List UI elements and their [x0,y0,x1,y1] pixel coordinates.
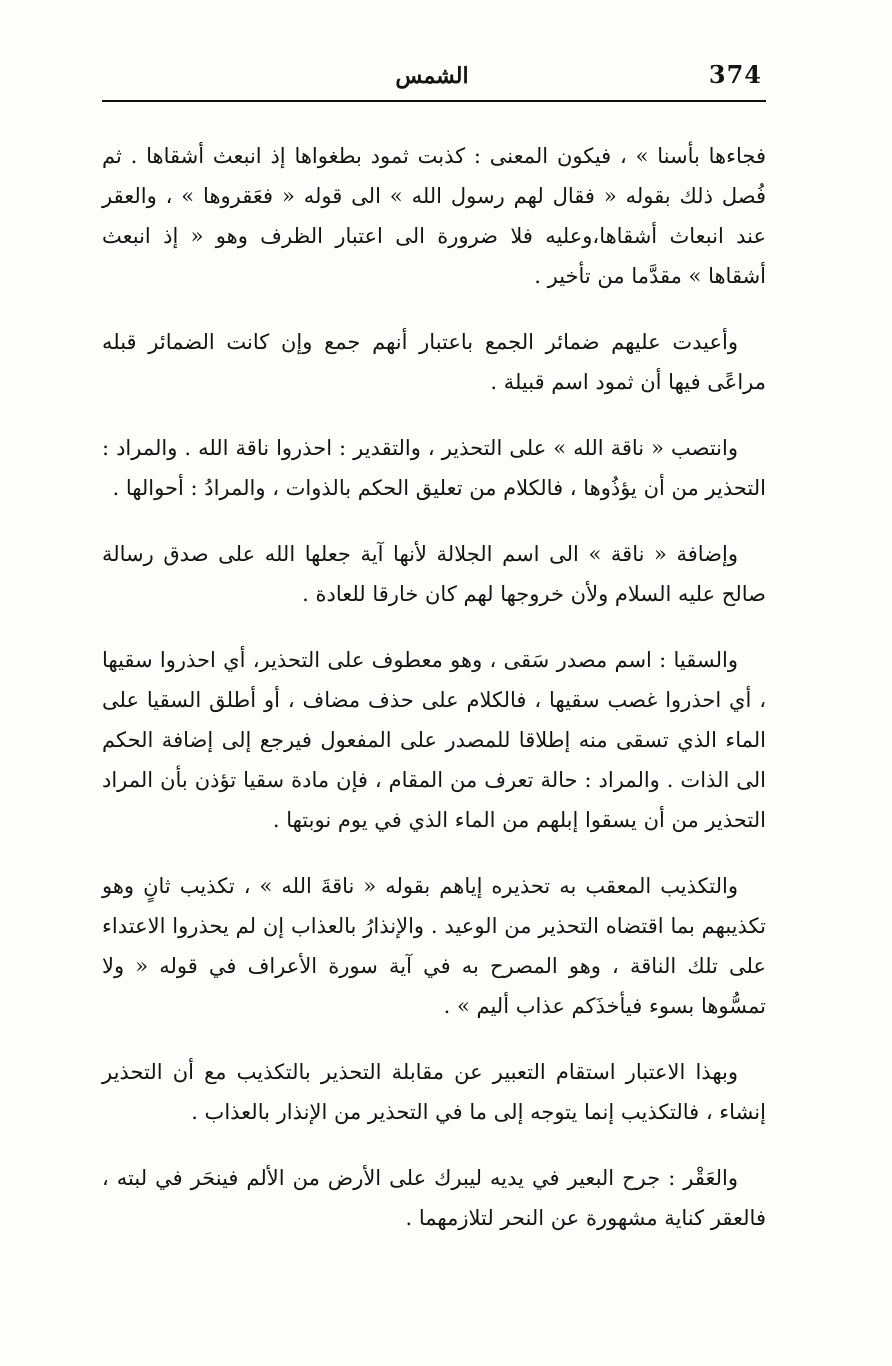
page-header [102,58,766,94]
paragraph: والعَقْر : جرح البعير في يديه ليبرك على الأرض من الألم فينحَر في لبته ، فالعقر كناية مشهورة عن النحر لتلازمهما . [102,1166,766,1230]
running-title: الشمس [395,63,469,89]
page-number: 374 [708,60,762,89]
paragraph: وأعيدت عليهم ضمائر الجمع باعتبار أنهم جمع وإن كانت الضمائر قبله مراعًى فيها أن ثمود اسم قبيلة . [102,330,766,394]
body-text [102,136,766,1264]
paragraph: وانتصب « ناقة الله » على التحذير ، والتقدير : احذروا ناقة الله . والمراد : التحذير من أن يؤذُوها ، فالكلام من تعليق الحكم بالذوات ، والمرادُ : أحوالها . [102,436,766,500]
paragraph: وبهذا الاعتبار استقام التعبير عن مقابلة التحذير بالتكذيب مع أن التحذير إنشاء ، فالتكذيب إنما يتوجه إلى ما في التحذير من الإنذار بالعذاب . [102,1060,766,1124]
paragraph: وإضافة « ناقة » الى اسم الجلالة لأنها آية جعلها الله على صدق رسالة صالح عليه السلام ولأن خروجها لهم كان خارقا للعادة . [102,542,766,606]
header-rule [102,100,766,102]
paragraph: والتكذيب المعقب به تحذيره إياهم بقوله « ناقةَ الله » ، تكذيب ثانٍ وهو تكذيبهم بما اقتضاه التحذير من الوعيد . والإنذارُ بالعذاب إن لم يحذروا الاعتداء على تلك الناقة ، وهو المصرح به في آية سورة الأعراف في قوله « ولا تمسُّوها بسوء فيأخذَكم عذاب أليم » . [102,874,766,1018]
paragraph: والسقيا : اسم مصدر سَقى ، وهو معطوف على التحذير، أي احذروا سقيها ، أي احذروا غصب سقيها ، فالكلام على حذف مضاف ، أو أطلق السقيا على الماء الذي تسقى منه إطلاقا للمصدر على المفعول فيرجع إلى إضافة الحكم الى الذات . والمراد : حالة تعرف من المقام ، فإن مادة سقيا تؤذن بأن المراد التحذير من أن يسقوا إبلهم من الماء الذي في يوم نوبتها . [102,648,766,832]
paragraph: فجاءها بأسنا » ، فيكون المعنى : كذبت ثمود بطغواها إذ انبعث أشقاها . ثم فُصل ذلك بقوله « فقال لهم رسول الله » الى قوله « فعَقروها » ، والعقر عند انبعاث أشقاها،وعليه فلا ضرورة الى اعتبار الظرف وهو « إذ انبعث أشقاها » مقدَّما من تأخير . [102,144,766,288]
